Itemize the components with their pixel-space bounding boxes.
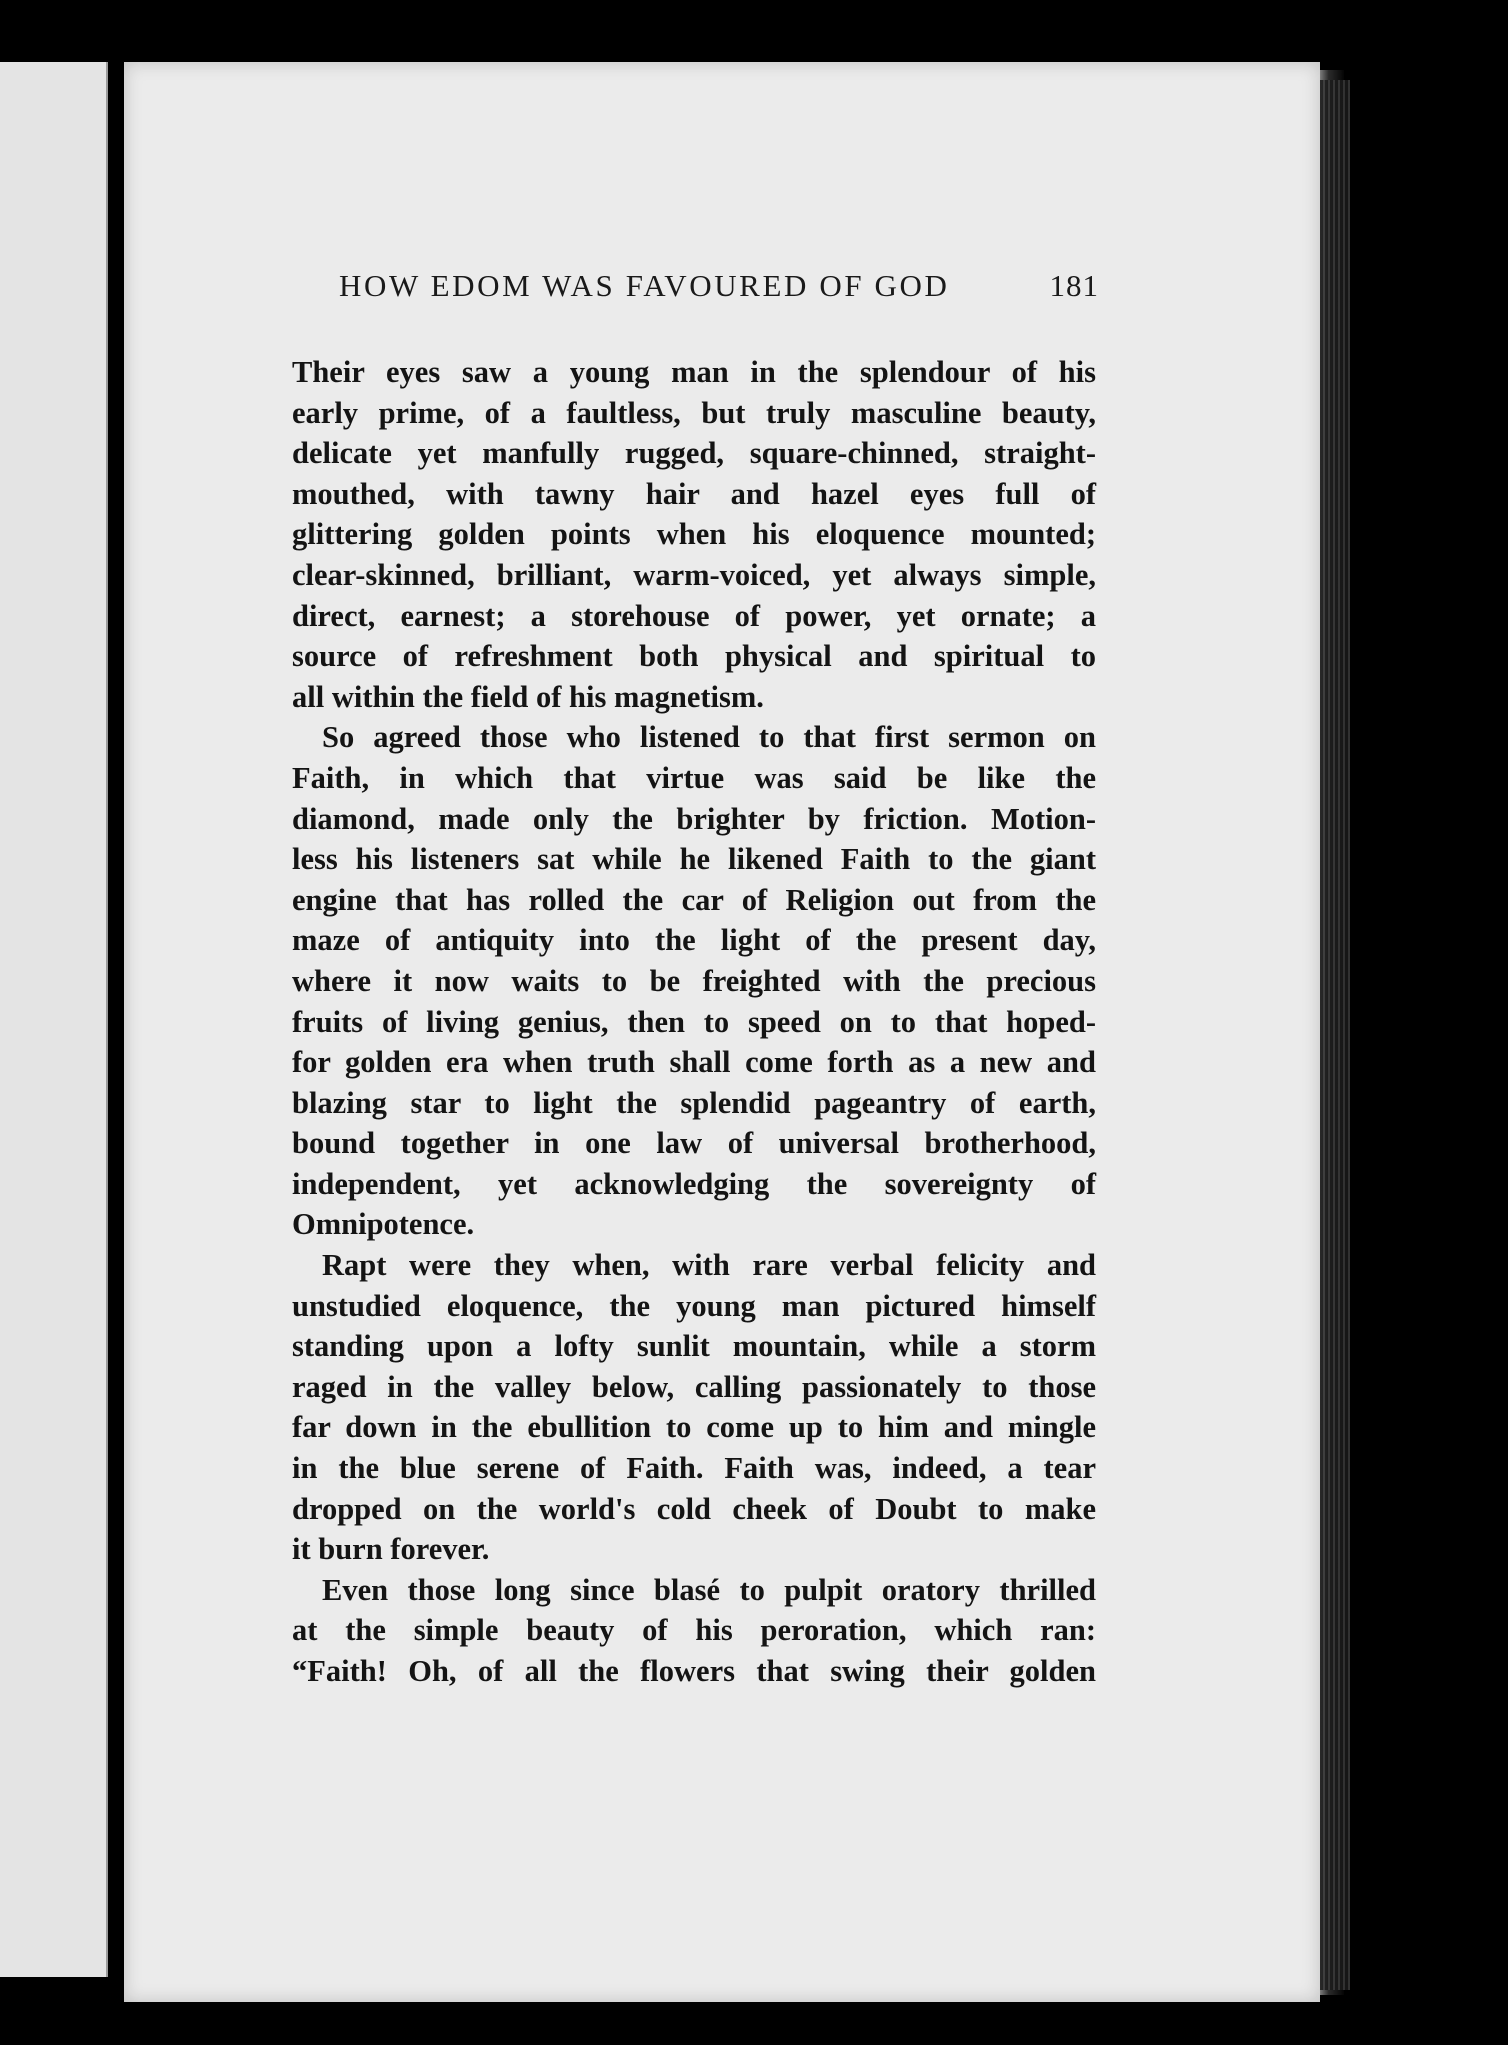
body-text [292,352,1096,1692]
text-line: maze of antiquity into the light of the present day, [292,923,1096,958]
text-line: dropped on the world's cold cheek of Doubt to make [292,1491,1096,1526]
text-line: “Faith! Oh, of all the flowers that swing their golden [292,1654,1096,1688]
text-line: clear-skinned, brilliant, warm-voiced, yet always simple, [292,557,1096,592]
text-line: direct, earnest; a storehouse of power, yet ornate; a [292,598,1096,633]
text-line: for golden era when truth shall come forth as a new and [292,1045,1096,1080]
text-line: far down in the ebullition to come up to him and mingle [292,1410,1096,1445]
text-line: source of refreshment both physical and spiritual to [292,639,1096,674]
page-number: 181 [1049,268,1099,303]
text-line: engine that has rolled the car of Religion out from the [292,882,1096,917]
text-line: all within the field of his magnetism. [292,679,764,714]
text-line: Rapt were they when, with rare verbal felicity and [322,1248,1096,1283]
text-line: bound together in one law of universal brotherhood, [292,1126,1096,1161]
text-line: it burn forever. [292,1532,490,1567]
text-line: unstudied eloquence, the young man pictured himself [292,1288,1096,1323]
text-line: mouthed, with tawny hair and hazel eyes full of [292,476,1096,511]
text-line: blazing star to light the splendid pageantry of earth, [292,1085,1096,1120]
page-stack-edge [1320,80,1350,1990]
text-line: glittering golden points when his eloquence mounted; [292,517,1096,552]
text-line: Their eyes saw a young man in the splendour of his [292,355,1096,389]
text-line: early prime, of a faultless, but truly masculine beauty, [292,395,1096,430]
text-line: Omnipotence. [292,1207,475,1242]
text-line: fruits of living genius, then to speed on to that hoped- [292,1004,1096,1039]
text-line: diamond, made only the brighter by friction. Motion- [292,801,1096,836]
text-line: raged in the valley below, calling passionately to those [292,1369,1096,1404]
facing-page-edge [0,62,108,1977]
text-line: Faith, in which that virtue was said be like the [292,760,1096,795]
running-head-title: HOW EDOM WAS FAVOURED OF GOD [339,268,950,303]
text-line: Even those long since blasé to pulpit oratory thrilled [322,1572,1096,1607]
text-line: delicate yet manfully rugged, square-chinned, straight- [292,436,1096,471]
text-line: independent, yet acknowledging the sovereignty of [292,1166,1096,1201]
text-line: So agreed those who listened to that first sermon on [322,720,1096,755]
text-line: less his listeners sat while he likened Faith to the giant [292,842,1096,877]
running-head [339,268,1099,312]
text-line: in the blue serene of Faith. Faith was, indeed, a tear [292,1451,1096,1486]
text-line: standing upon a lofty sunlit mountain, while a storm [292,1329,1096,1364]
text-line: where it now waits to be freighted with the precious [292,963,1096,998]
text-line: at the simple beauty of his peroration, which ran: [292,1613,1096,1648]
